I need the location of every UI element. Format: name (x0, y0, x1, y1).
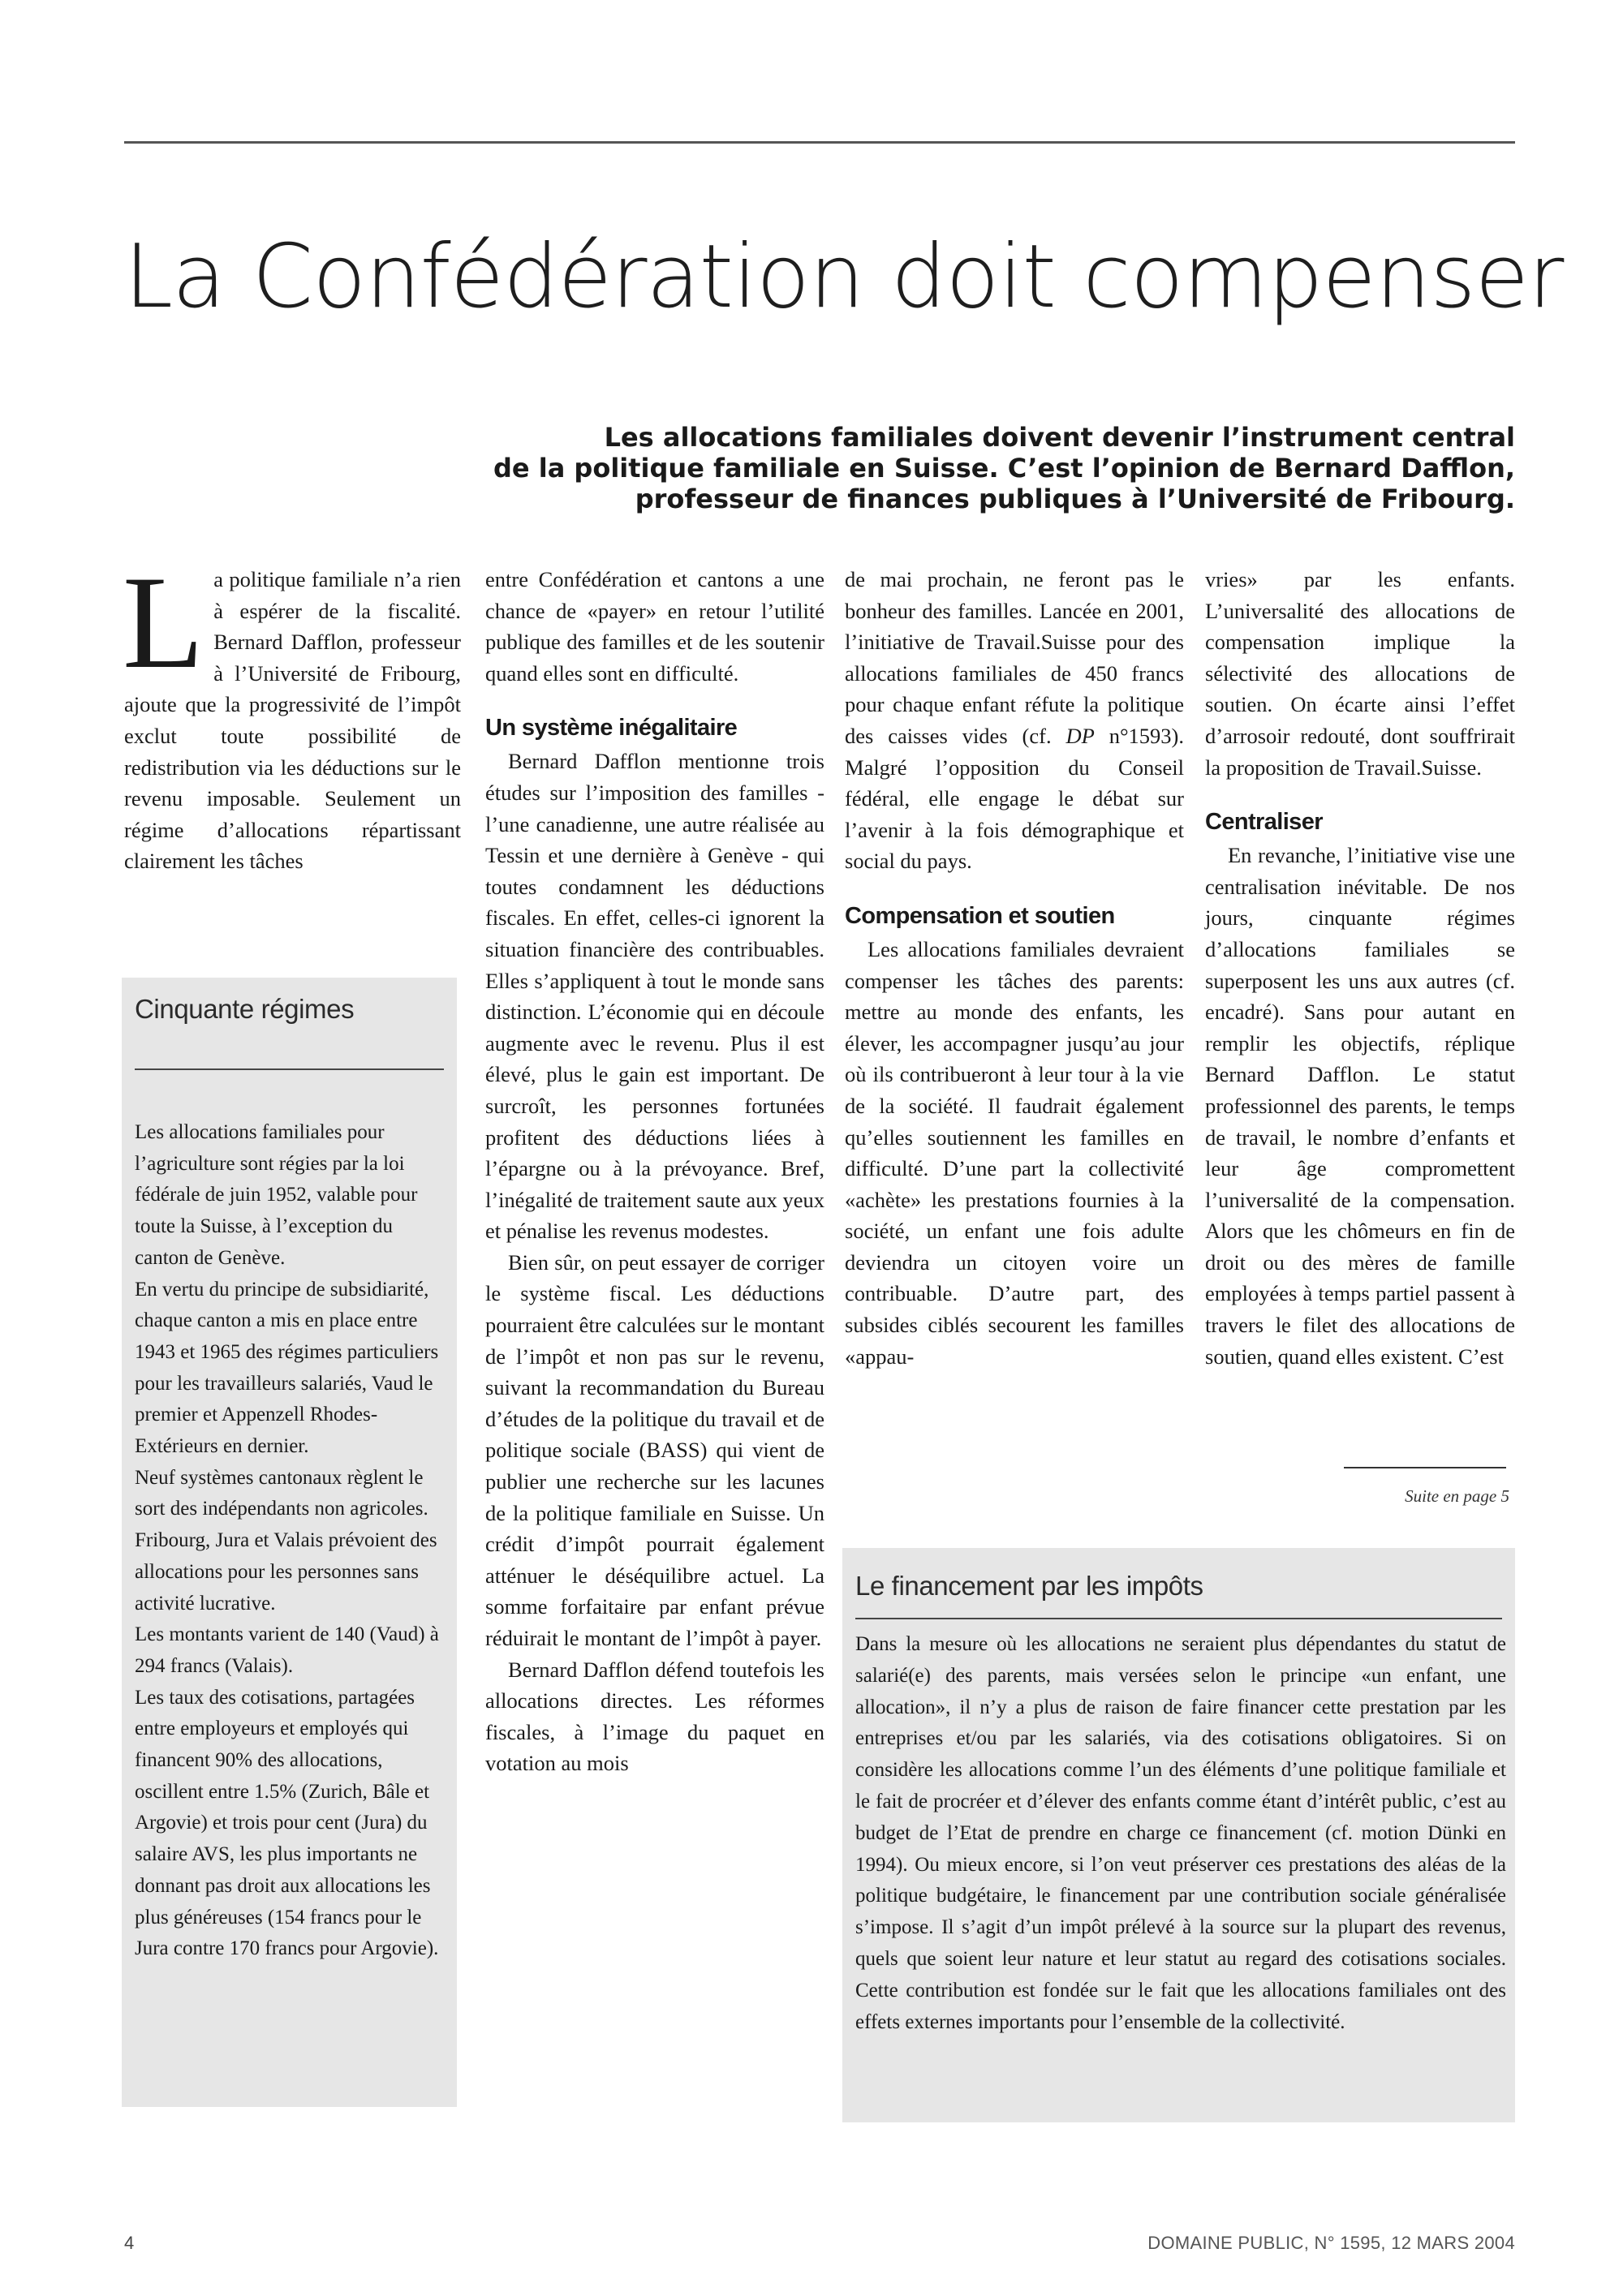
lead-paragraph (298, 422, 1515, 514)
article-column-2 (485, 564, 824, 1779)
page-number: 4 (124, 2233, 135, 2253)
article-paragraph: a politique familiale n’a rien à espérer de la fiscalité. Bernard Dafflon, professeur à l’Université de Fribourg, ajoute que la progressivité de l’impôt exclut toute possibilité de redistribution via les déductions sur le revenu imposable. Seulement un régime d’allocations répartissant clairement les tâches (124, 567, 461, 874)
article-paragraph: Bien sûr, on peut essayer de corriger le système fiscal. Les déductions pourraient être calculées sur le montant de l’impôt et non pas sur le revenu, suivant la recommandation du Bureau d’études de la politique du travail et de politique sociale (BASS) qui vient de publier une recherche sur les lacunes de la politique familiale en Suisse. Un crédit d’impôt pourrait également atténuer le déséquilibre actuel. La somme forfaitaire par enfant prévue réduirait le montant de l’impôt à payer. (485, 1249, 824, 1650)
article-paragraph (845, 564, 1184, 877)
lead-line: professeur de finances publiques à l’Université de Fribourg. (635, 484, 1515, 514)
article-paragraph: Bernard Dafflon mentionne trois études sur l’imposition des familles - l’une canadienne, une autre réalisée au Tessin et une dernière à Genève - qui toutes condamnent les déductions fiscales. En effet, celles-ci ignorent la situation financière des contribuables. Elles s’appliquent à tout le monde sans distinction. L’économie qui en découle augmente avec le revenu. Plus il est élevé, plus le gain est important. De surcroît, les personnes fortunées profitent des déductions liées à l’épargne ou à la prévoyance. Bref, l’inégalité de traitement saute aux yeux et pénalise les revenus modestes. (485, 749, 824, 1244)
sidebar-body (855, 1629, 1506, 2038)
sidebar-paragraph: Dans la mesure où les allocations ne seraient plus dépendantes du statut de salarié(e) des parents, mais versées selon le principe «un enfant, une allocation», il n’y a plus de raison de faire financer cette prestation par les entreprises et/ou par les salariés, via des cotisations obligatoires. Si on considère les allocations comme l’un des éléments d’une politique familiale et le fait de procréer et d’élever des enfants comme étant d’intérêt public, c’est au budget de l’Etat de prendre en charge ce financement (cf. motion Dünki en 1994). Ou mieux encore, si l’on veut préserver ces prestations des aléas de la politique budgétaire, le financement par une contribution sociale généralisée s’impose. Il s’agit d’un impôt prélevé à la source sur la plupart des revenus, quels que soient leur nature et leur statut au regard des cotisations sociales. Cette contribution est fondée sur le fait que les allocations familiales ont des effets externes importants pour l’ensemble de la collectivité. (855, 1633, 1506, 2033)
article-paragraph: Bernard Dafflon défend toutefois les allocations directes. Les réformes fiscales, à l’image du paquet en votation au mois (485, 1657, 824, 1776)
sidebar-paragraph: Les montants varient de 140 (Vaud) à 294 francs (Valais). (135, 1623, 439, 1677)
sidebar-title: Cinquante régimes (135, 994, 355, 1024)
sidebar-paragraph: En vertu du principe de subsidiarité, chaque canton a mis en place entre 1943 et 1965 des régimes particuliers pour les travailleurs salariés, Vaud le premier et Appenzell Rhodes-Extérieurs en dernier. (135, 1278, 439, 1458)
article-paragraph: En revanche, l’initiative vise une centralisation inévitable. De nos jours, cinquante régimes d’allocations familiales se superposent les uns aux autres (cf. encadré). Sans pour autant en remplir les objectifs, réplique Bernard Dafflon. Le statut professionnel des parents, le temps de travail, le nombre d’enfants et leur âge compromettent l’universalité de la compensation. Alors que les chômeurs en fin de droit ou des mères de famille employées à temps partiel passent à travers le filet des allocations de soutien, quand elles existent. C’est (1205, 843, 1515, 1369)
text-run: n°1593). Malgré l’opposition du Conseil fédéral, elle engage le débat sur l’avenir à la fois démographique et social du pays. (845, 723, 1184, 874)
article-paragraph: Les allocations familiales devraient compenser les tâches des parents: mettre au monde des enfants, les élever, les accompagner jusqu’au jour où ils contribueront à leur tour à la vie de la société. Il faudrait également qu’elles soutiennent les familles en difficulté. D’une part la collectivité «achète» les prestations fournies à la société, un enfant une fois adulte deviendra un citoyen voire un contribuable. D’autre part, des subsides ciblés secourent les familles «appau- (845, 936, 1184, 1369)
continuation-note: Suite en page 5 (1405, 1486, 1509, 1506)
article-column-3 (845, 564, 1184, 1372)
sidebar-paragraph: Les allocations familiales pour l’agriculture sont régies par la loi fédérale de juin 1952, valable pour toute la Suisse, à l’exception du canton de Genève. (135, 1121, 418, 1269)
publication-footer: DOMAINE PUBLIC, N° 1595, 12 MARS 2004 (1147, 2233, 1515, 2253)
sidebar-paragraph: Les taux des cotisations, partagées entre employeurs et employés qui financent 90% des allocations, oscillent entre 1.5% (Zurich, Bâle et Argovie) et trois pour cent (Jura) du salaire AVS, les plus importants ne donnant pas droit aux allocations les plus généreuses (154 francs pour le Jura contre 170 francs pour Argovie). (135, 1686, 439, 1960)
sidebar-cinquante-regimes (122, 978, 457, 2107)
sidebar-paragraph: Neuf systèmes cantonaux règlent le sort des indépendants non agricoles. Fribourg, Jura et Valais prévoient des allocations pour les personnes sans activité lucrative. (135, 1466, 437, 1615)
sidebar-title: Le financement par les impôts (855, 1571, 1203, 1601)
top-rule (124, 141, 1515, 144)
article-paragraph: entre Confédération et cantons a une chance de «payer» en retour l’utilité publique des familles et de les soutenir quand elles sont en difficulté. (485, 567, 824, 686)
sidebar-body (135, 1117, 447, 1965)
page-title: La Confédération doit compenser (124, 226, 1564, 328)
section-heading: Un système inégalitaire (485, 715, 738, 742)
publication-abbrev: DP (1065, 723, 1095, 748)
continuation-rule (1344, 1467, 1506, 1468)
article-paragraph: vries» par les enfants. L’universalité des allocations de compensation implique la sélectivité des allocations de soutien. On écarte ainsi l’effet d’arrosoir redouté, dont souffrirait la proposition de Travail.Suisse. (1205, 567, 1515, 780)
article-column-4 (1205, 564, 1515, 1372)
drop-cap: L (123, 549, 204, 696)
lead-line: de la politique familiale en Suisse. C’est l’opinion de Bernard Dafflon, (493, 453, 1515, 484)
sidebar-rule (135, 1068, 444, 1070)
lead-line: Les allocations familiales doivent devenir l’instrument central (604, 422, 1515, 453)
article-column-1 (123, 549, 461, 877)
section-heading: Centraliser (1205, 809, 1323, 836)
sidebar-financement (842, 1548, 1515, 2122)
sidebar-rule (855, 1618, 1502, 1619)
text-run: de mai prochain, ne feront pas le bonheur des familles. Lancée en 2001, l’initiative de Travail.Suisse pour des allocations familiales de 450 francs pour chaque enfant réfute la politique des caisses vides (cf. (845, 567, 1184, 748)
section-heading: Compensation et soutien (845, 902, 1115, 929)
